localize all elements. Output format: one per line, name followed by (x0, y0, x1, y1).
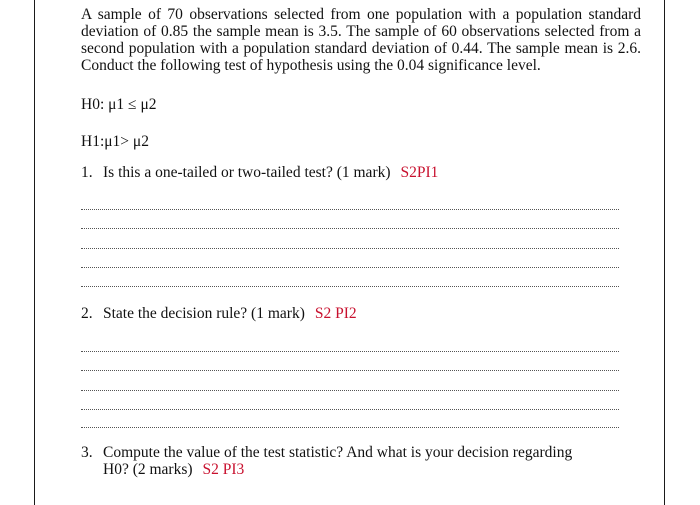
left-margin-line (34, 0, 35, 505)
question-1-code: S2PI1 (400, 164, 439, 181)
answer-line[interactable] (81, 248, 619, 249)
answer-line[interactable] (81, 267, 619, 268)
right-margin-line (664, 0, 665, 505)
question-2-text: State the decision rule? (1 mark) (103, 305, 305, 322)
null-hypothesis: H0: μ1 ≤ μ2 (81, 96, 157, 113)
answer-line[interactable] (81, 409, 619, 410)
question-3-text-2: H0? (2 marks) (103, 461, 193, 478)
problem-statement: A sample of 70 observations selected from one population with a population standard deviation of 0.85 the sample mean is 3.5. The sample of 60 observations selected from a second population with a population standard deviation of 0.44. The sample mean is 2.6. Conduct the following test of hypothesis using the 0.04 significance level. (81, 6, 641, 74)
answer-line[interactable] (81, 209, 619, 210)
alternative-hypothesis: H1:μ1> μ2 (81, 133, 149, 150)
question-2 (81, 305, 601, 322)
question-3-code: S2 PI3 (202, 461, 245, 478)
answer-line[interactable] (81, 286, 619, 287)
answer-line[interactable] (81, 370, 619, 371)
question-3-number: 3. (81, 444, 93, 461)
question-3 (81, 444, 601, 478)
answer-line[interactable] (81, 351, 619, 352)
question-1-text: Is this a one-tailed or two-tailed test? (1 mark) (103, 164, 391, 181)
question-1 (81, 164, 601, 181)
answer-line[interactable] (81, 390, 619, 391)
question-3-text: Compute the value of the test statistic? And what is your decision regarding (103, 444, 573, 461)
question-3-continuation (81, 461, 601, 478)
question-2-code: S2 PI2 (314, 305, 357, 322)
question-content (81, 6, 641, 478)
question-2-number: 2. (81, 305, 93, 322)
answer-line[interactable] (81, 427, 619, 428)
answer-line[interactable] (81, 228, 619, 229)
question-1-number: 1. (81, 164, 93, 181)
